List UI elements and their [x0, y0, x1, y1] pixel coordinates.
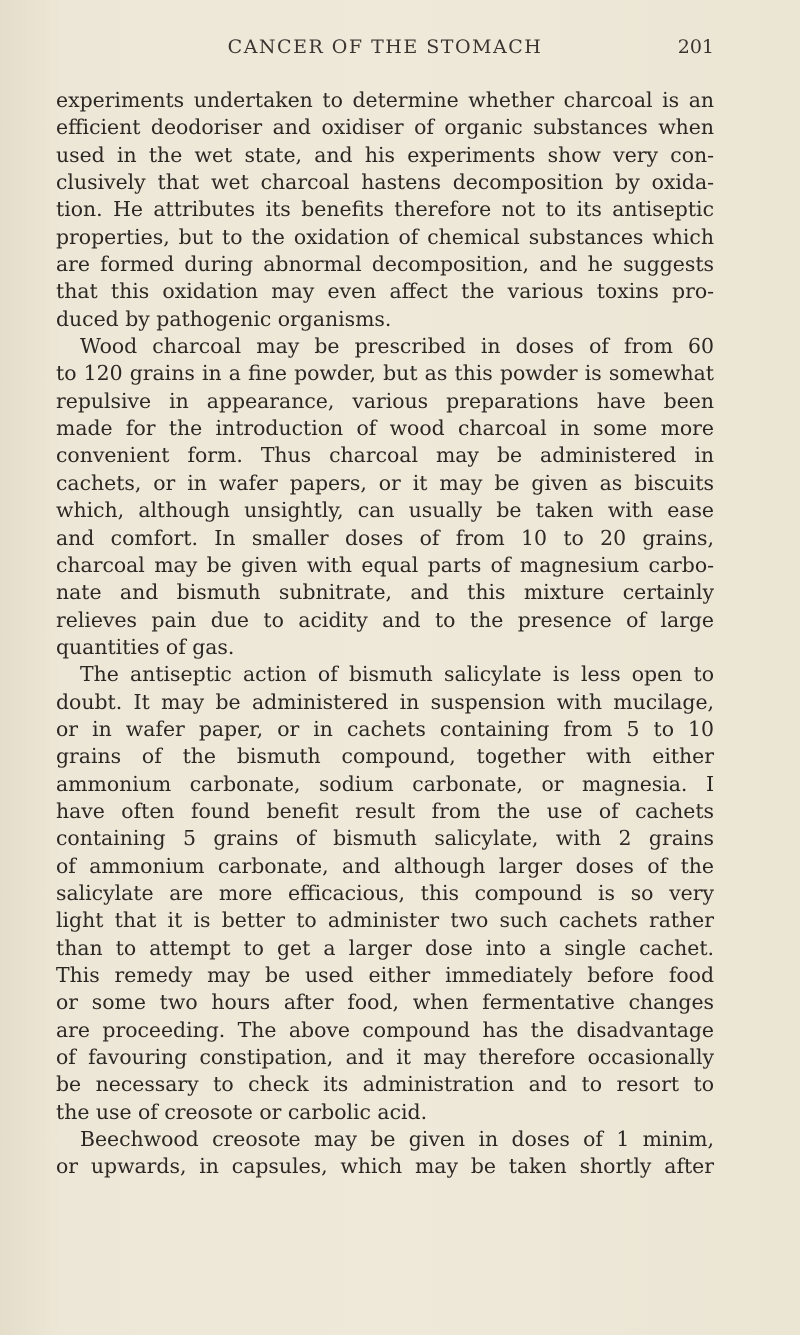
text-line: the use of creosote or carbolic acid.: [56, 1099, 428, 1124]
text-line: made for the introduction of wood charcoal in some more: [56, 416, 714, 441]
text-line: Wood charcoal may be prescribed in doses of from 60: [80, 334, 714, 359]
text-line: are formed during abnormal decomposition, and he suggests: [56, 252, 714, 277]
text-line: or upwards, in capsules, which may be taken shortly after: [56, 1154, 714, 1179]
page-number: 201: [677, 36, 714, 58]
text-line: relieves pain due to acidity and to the presence of large: [56, 607, 714, 632]
text-line: quantities of gas.: [56, 634, 235, 659]
text-line: or in wafer paper, or in cachets containing from 5 to 10: [56, 716, 714, 741]
text-line: Beechwood creosote may be given in doses of 1 minim,: [80, 1127, 714, 1152]
text-line: nate and bismuth subnitrate, and this mixture certainly: [56, 580, 714, 605]
text-line: salicylate are more efficacious, this compound is so very: [56, 880, 714, 905]
text-line: or some two hours after food, when fermentative changes: [56, 990, 714, 1015]
text-line: properties, but to the oxidation of chemical substances which: [56, 224, 714, 249]
text-line: containing 5 grains of bismuth salicylate, with 2 grains: [56, 826, 714, 851]
text-line: have often found benefit result from the use of cachets: [56, 798, 714, 823]
body-text: [56, 87, 714, 1181]
text-line: which, although unsightly, can usually be taken with ease: [56, 498, 714, 523]
text-line: charcoal may be given with equal parts of magnesium carbo-: [56, 552, 714, 577]
text-line: ammonium carbonate, sodium carbonate, or magnesia. I: [56, 771, 714, 796]
text-line: cachets, or in wafer papers, or it may be given as biscuits: [56, 470, 714, 495]
text-line: The antiseptic action of bismuth salicylate is less open to: [80, 662, 714, 687]
text-line: doubt. It may be administered in suspension with mucilage,: [56, 689, 714, 714]
text-line: This remedy may be used either immediately before food: [56, 963, 714, 987]
text-line: efficient deodoriser and oxidiser of organic substances when: [56, 115, 714, 140]
text-line: duced by pathogenic organisms.: [56, 306, 392, 331]
text-line: light that it is better to administer two such cachets rather: [56, 908, 714, 933]
text-line: that this oxidation may even affect the various toxins pro-: [56, 279, 714, 304]
text-line: of favouring constipation, and it may therefore occasionally: [56, 1045, 714, 1070]
text-line: tion. He attributes its benefits therefore not to its antiseptic: [56, 197, 714, 222]
text-line: used in the wet state, and his experiments show very con-: [56, 142, 714, 167]
text-line: clusively that wet charcoal hastens decomposition by oxida-: [56, 170, 714, 195]
page-header: [56, 36, 714, 66]
text-line: than to attempt to get a larger dose into a single cachet.: [56, 935, 714, 960]
text-line: grains of the bismuth compound, together with either: [56, 744, 714, 769]
text-line: are proceeding. The above compound has the disadvantage: [56, 1017, 714, 1042]
text-line: and comfort. In smaller doses of from 10 to 20 grains,: [56, 525, 714, 550]
text-line: repulsive in appearance, various preparations have been: [56, 388, 714, 413]
running-title: CANCER OF THE STOMACH: [227, 36, 543, 58]
text-line: of ammonium carbonate, and although larger doses of the: [56, 853, 714, 878]
text-line: be necessary to check its administration and to resort to: [56, 1072, 714, 1097]
text-line: to 120 grains in a fine powder, but as this powder is somewhat: [56, 361, 714, 386]
text-line: convenient form. Thus charcoal may be administered in: [56, 443, 714, 468]
text-line: experiments undertaken to determine whether charcoal is an: [56, 88, 714, 112]
